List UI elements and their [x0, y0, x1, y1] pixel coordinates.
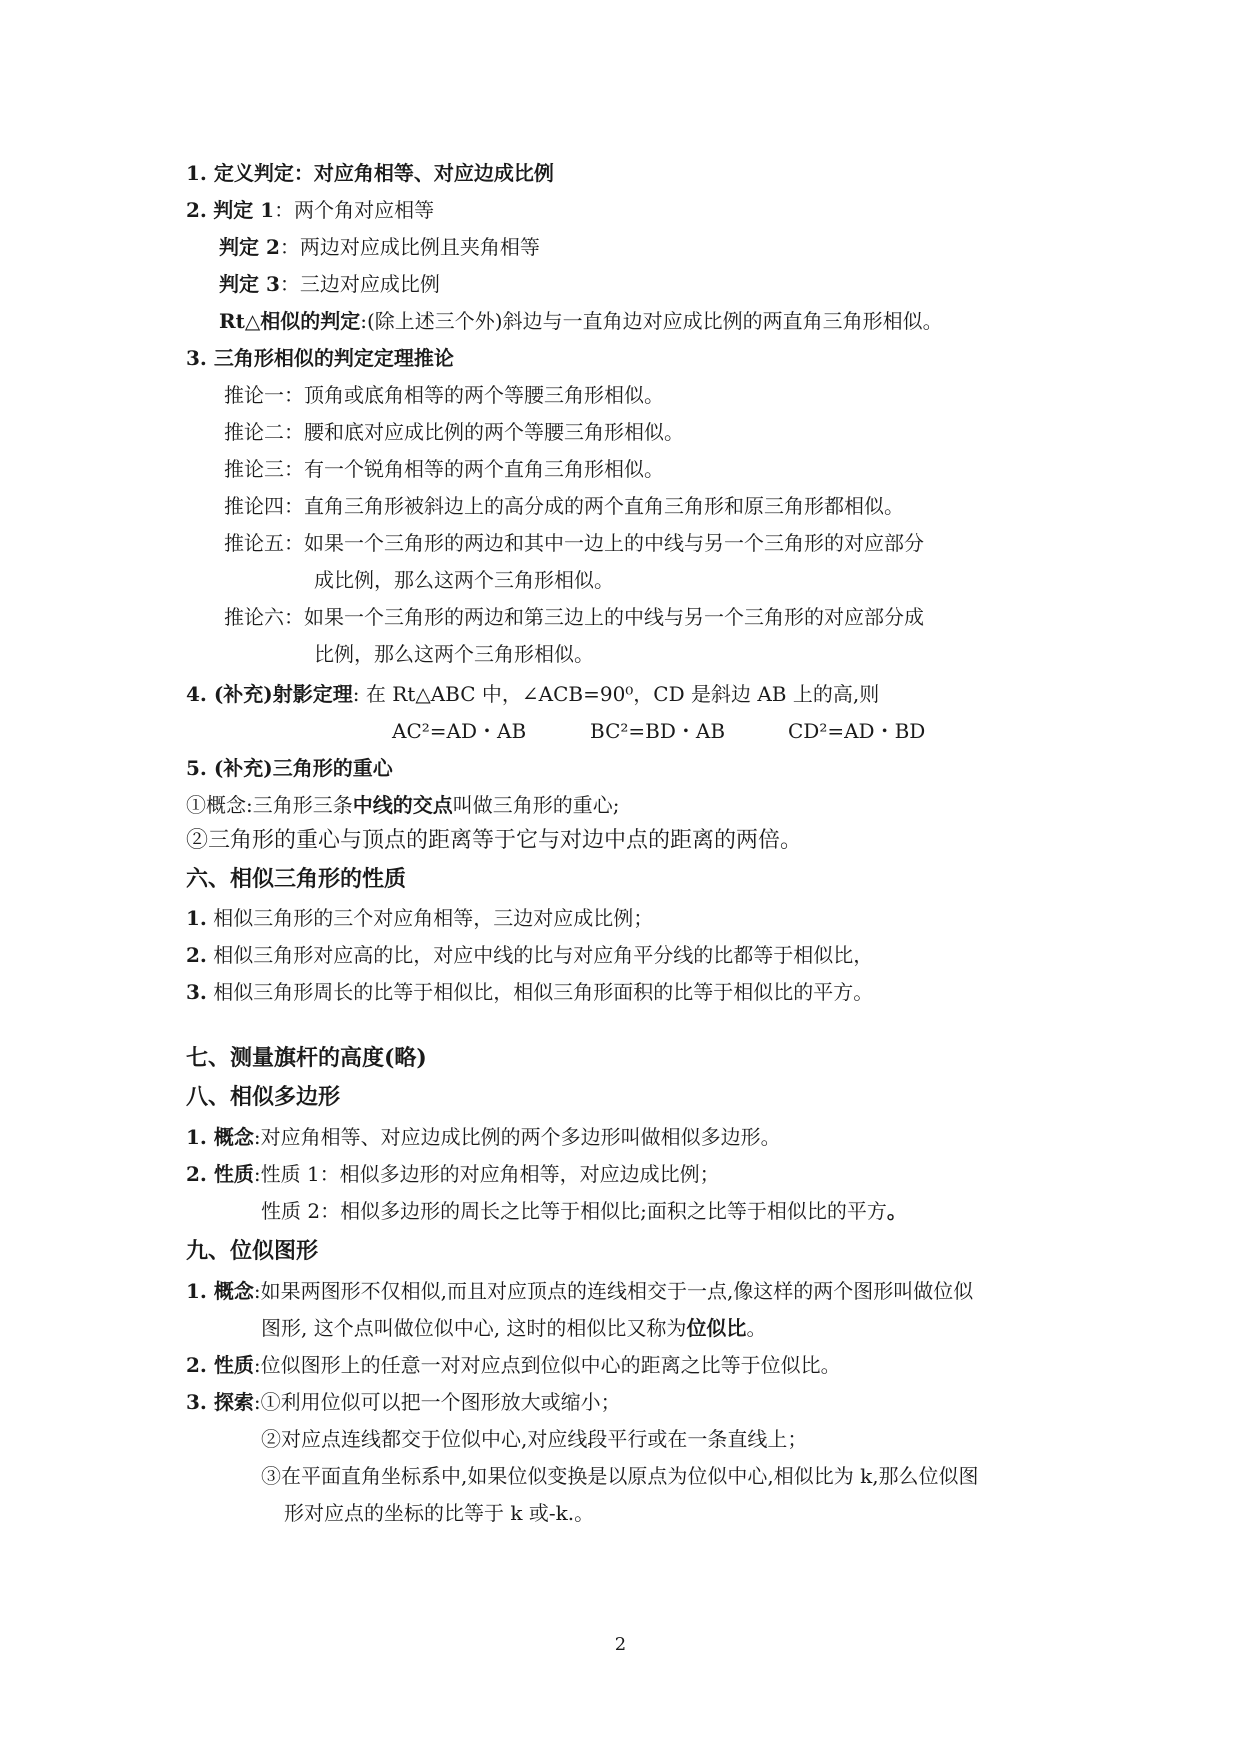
concept-text2-pre: 图形, 这个点叫做位似中心, 这时的相似比又称为: [261, 1316, 687, 1340]
corollary-label: 推论三：: [224, 457, 304, 481]
rt-text: :(除上述三个外)斜边与一直角边对应成比例的两直角三角形相似。: [360, 309, 943, 333]
item4-line: [186, 681, 879, 707]
concept-text: :对应角相等、对应边成比例的两个多边形叫做相似多边形。: [253, 1125, 781, 1149]
judge3-text: ：三边对应成比例: [279, 272, 440, 296]
item4-heading: 4. (补充)射影定理: [186, 682, 353, 706]
centroid-concept-bold: 中线的交点: [352, 793, 453, 817]
judge3-label: 判定 3: [219, 272, 280, 296]
explore-label: 3. 探索: [186, 1390, 254, 1414]
section9-explore: [186, 1389, 621, 1415]
item2-num: 2.: [186, 198, 207, 222]
centroid-concept: [186, 792, 620, 818]
item-num: 3.: [186, 980, 207, 1004]
rt-line: [219, 308, 943, 334]
section9-explore-2: ②对应点连线都交于位似中心,对应线段平行或在一条直线上；: [261, 1427, 808, 1451]
section8-property2: [261, 1198, 907, 1224]
corollary-text: 顶角或底角相等的两个等腰三角形相似。: [304, 383, 664, 407]
item-text: 相似三角形周长的比等于相似比，相似三角形面积的比等于相似比的平方。: [213, 980, 874, 1004]
property-text: :性质 1：相似多边形的对应角相等，对应边成比例；: [253, 1162, 720, 1186]
concept-text2-bold: 位似比: [686, 1316, 747, 1340]
formula-bc: BC²=BD・AB: [590, 719, 726, 743]
corollary-4: [224, 493, 904, 519]
corollary-label: 推论四：: [224, 494, 304, 518]
item-num: 2.: [186, 943, 207, 967]
section8-property: [186, 1161, 720, 1187]
item1-num: 1.: [186, 161, 207, 185]
section9-concept-cont: [261, 1315, 766, 1341]
section6-item-2: [186, 942, 873, 968]
corollary-label: 推论六：: [224, 605, 304, 629]
corollary-label: 推论二：: [224, 420, 304, 444]
corollary-text: 如果一个三角形的两边和其中一边上的中线与另一个三角形的对应部分: [304, 531, 924, 555]
judge3-line: [219, 271, 440, 297]
corollary-5-cont: 成比例，那么这两个三角形相似。: [314, 568, 614, 592]
corollary-text: 如果一个三角形的两边和第三边上的中线与另一个三角形的对应部分成: [304, 605, 924, 629]
page-number: 2: [614, 1634, 627, 1655]
corollary-text: 有一个锐角相等的两个直角三角形相似。: [304, 457, 664, 481]
item2-line: [186, 197, 434, 223]
centroid-property: ②三角形的重心与顶点的距离等于它与对边中点的距离的两倍。: [186, 828, 803, 853]
concept-text2-post: 。: [746, 1316, 767, 1340]
concept-label: 1. 概念: [186, 1125, 254, 1149]
explore-text-1: :①利用位似可以把一个图形放大或缩小；: [253, 1390, 621, 1414]
item5-heading: 5. (补充)三角形的重心: [186, 756, 393, 780]
corollary-6: [224, 604, 924, 630]
judge1-text: ：两个角对应相等: [274, 198, 435, 222]
item-num: 1.: [186, 906, 207, 930]
corollary-label: 推论五：: [224, 531, 304, 555]
judge2-text: ：两边对应成比例且夹角相等: [279, 235, 540, 259]
corollary-5: [224, 530, 924, 556]
formula-ac: AC²=AD・AB: [392, 719, 527, 743]
item-text: 相似三角形的三个对应角相等，三边对应成比例；: [213, 906, 654, 930]
section6-item-1: [186, 905, 653, 931]
property-label: 2. 性质: [186, 1353, 254, 1377]
item-text: 相似三角形对应高的比，对应中线的比与对应角平分线的比都等于相似比，: [213, 943, 874, 967]
section7-heading: 七、测量旗杆的高度(略): [186, 1045, 427, 1071]
corollary-label: 推论一：: [224, 383, 304, 407]
section8-concept: [186, 1124, 781, 1150]
judge2-line: [219, 234, 540, 260]
item4-text: : 在 Rt△ABC 中，∠ACB=90⁰，CD 是斜边 AB 上的高,则: [352, 682, 880, 706]
corollary-text: 腰和底对应成比例的两个等腰三角形相似。: [304, 420, 684, 444]
section9-heading: 九、位似图形: [186, 1238, 319, 1264]
formula-cd: CD²=AD・BD: [788, 719, 926, 743]
item1-line: [186, 160, 554, 186]
section9-property: [186, 1352, 841, 1378]
property2-text: 性质 2：相似多边形的周长之比等于相似比;面积之比等于相似比的平方: [261, 1199, 887, 1223]
corollary-2: [224, 419, 684, 445]
item1-text: 定义判定：对应角相等、对应边成比例: [213, 161, 554, 185]
section9-explore-3: ③在平面直角坐标系中,如果位似变换是以原点为位似中心,相似比为 k,那么位似图: [261, 1464, 979, 1488]
concept-text: :如果两图形不仅相似,而且对应顶点的连线相交于一点,像这样的两个图形叫做位似: [253, 1279, 974, 1303]
section8-heading: 八、相似多边形: [186, 1084, 341, 1110]
corollary-6-cont: 比例，那么这两个三角形相似。: [314, 642, 594, 666]
judge1-label: 判定 1: [213, 198, 275, 222]
section9-concept: [186, 1278, 973, 1304]
concept-label: 1. 概念: [186, 1279, 254, 1303]
property-label: 2. 性质: [186, 1162, 254, 1186]
property-text: :位似图形上的任意一对对应点到位似中心的距离之比等于位似比。: [253, 1353, 841, 1377]
section6-item-3: [186, 979, 873, 1005]
rt-label: Rt△相似的判定: [219, 309, 361, 333]
centroid-concept-pre: ①概念:三角形三条: [186, 793, 353, 817]
property2-end: 。: [886, 1199, 907, 1223]
corollary-1: [224, 382, 664, 408]
section9-explore-3-cont: 形对应点的坐标的比等于 k 或-k.。: [284, 1501, 595, 1525]
judge2-label: 判定 2: [219, 235, 280, 259]
corollary-3: [224, 456, 664, 482]
centroid-concept-post: 叫做三角形的重心;: [452, 793, 620, 817]
section6-heading: 六、相似三角形的性质: [186, 866, 407, 892]
corollary-text: 直角三角形被斜边上的高分成的两个直角三角形和原三角形都相似。: [304, 494, 904, 518]
item3-heading: 3. 三角形相似的判定定理推论: [186, 346, 454, 370]
